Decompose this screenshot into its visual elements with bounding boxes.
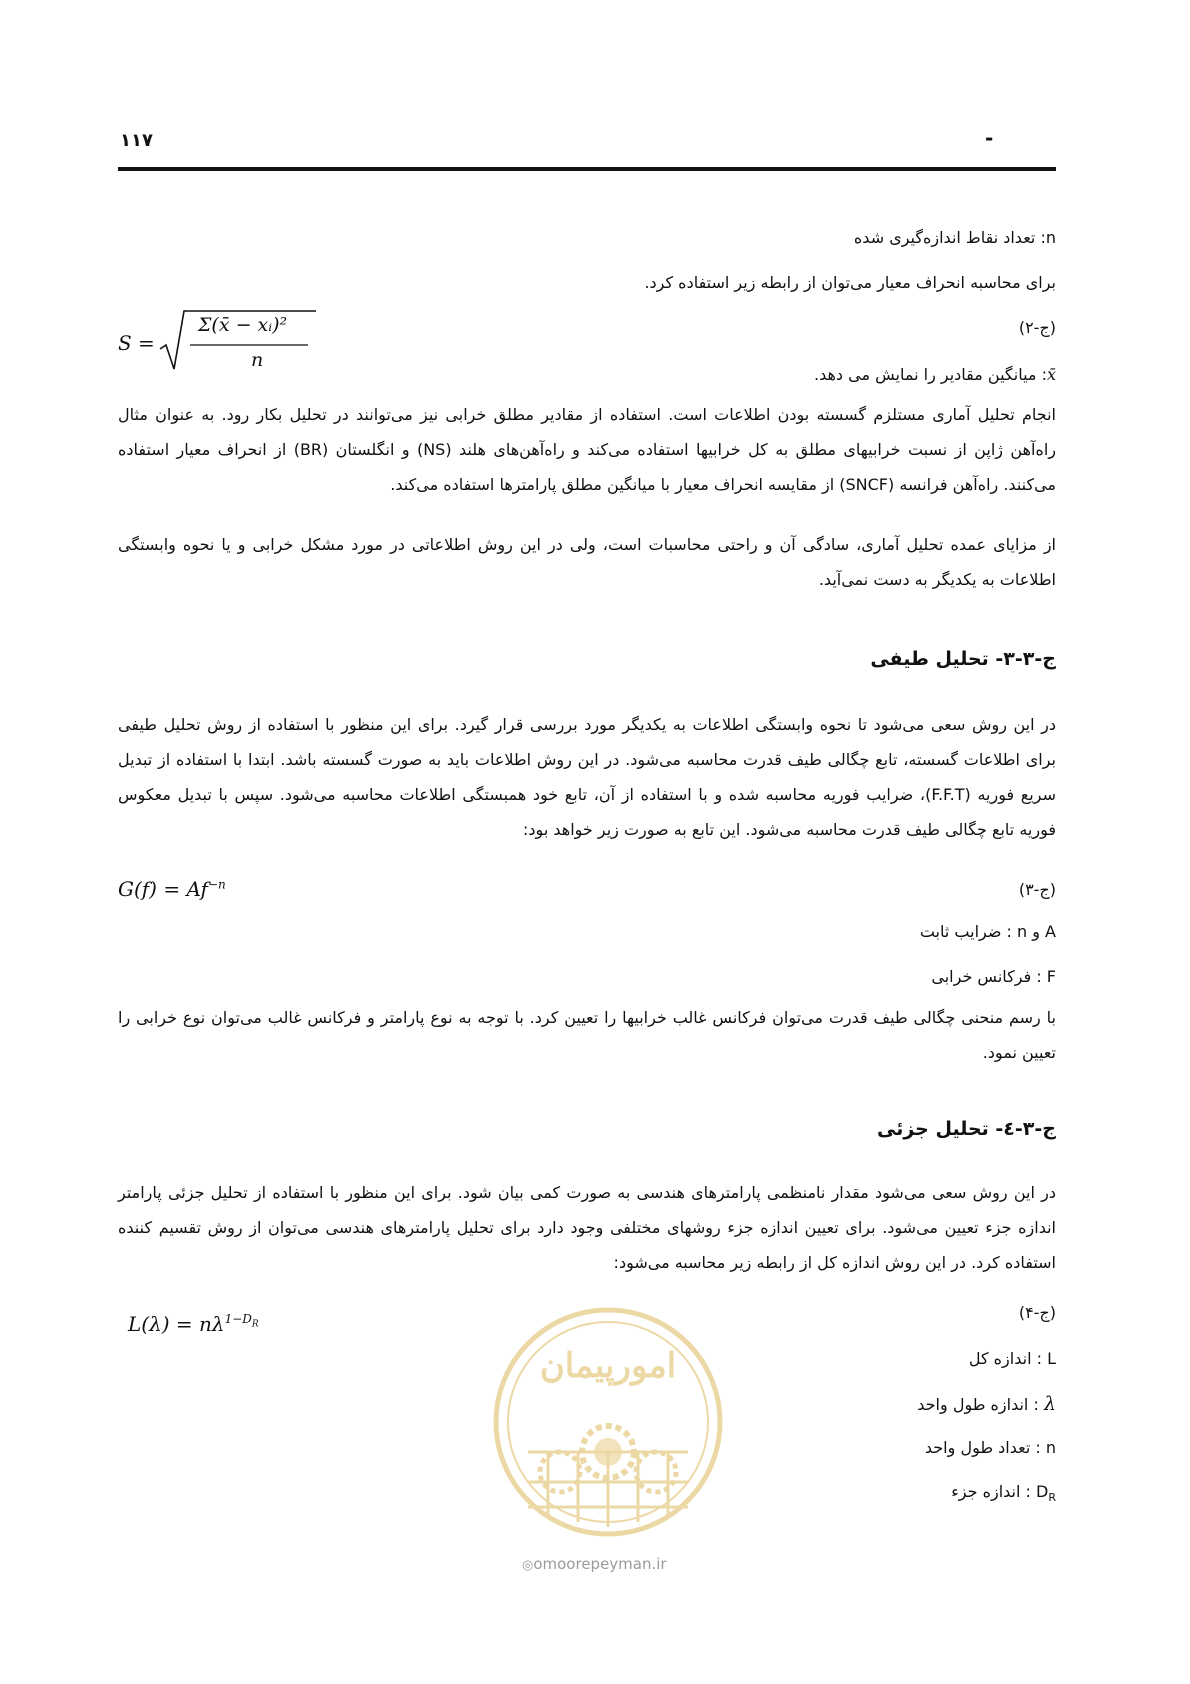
paragraph-spectral-result: با رسم منحنی چگالی طیف قدرت می‌توان فرکانس غالب خرابیها را تعیین کرد. با توجه به نوع پارامتر و فرکانس غالب می‌توان نوع خرابی را تعیین نمود.	[118, 1008, 1056, 1062]
equation-3-exponent: −n	[207, 877, 226, 892]
definition-F: F : فرکانس خرابی	[931, 967, 1056, 986]
equation-2-numerator: Σ(x̄ − xᵢ)²	[198, 314, 288, 336]
lambda-symbol: λ	[1043, 1393, 1056, 1415]
watermark-logo	[488, 1302, 728, 1542]
definition-xbar-text: : میانگین مقادیر را نمایش می دهد.	[813, 365, 1047, 384]
page-number: ۱۱۷	[120, 130, 153, 151]
definition-DR-text: : اندازه جزء	[951, 1482, 1037, 1501]
equation-3-body: G(f) = Af	[118, 877, 208, 901]
definition-lambda	[917, 1393, 1056, 1415]
definition-xbar	[814, 365, 1056, 384]
paragraph-statistical-analysis: انجام تحلیل آماری مستلزم گسسته بودن اطلاعات است. استفاده از مقادیر مطلق خرابی نیز می‌توانند در تحلیل بکار رود. به عنوان مثال راه‌آهن ژاپن از نسبت خرابیهای مطلق به کل خرابیها استفاده می‌کند و راه‌آهن‌های هلند (NS) و انگلستان (BR) از انحراف معیار استفاده می‌کنند. راه‌آهن فرانسه (SNCF) از مقایسه انحراف معیار با میانگین مطلق پارامترها استفاده می‌کند.	[118, 405, 1056, 494]
std-intro-text: برای محاسبه انحراف معیار می‌توان از رابطه زیر استفاده کرد.	[644, 273, 1056, 292]
paragraph-fractal-method: در این روش سعی می‌شود مقدار نامنظمی پارامترهای هندسی به صورت کمی بیان شود. برای این منظور با استفاده از تحلیل جزئی پارامتر اندازه جزء تعیین می‌شود. برای تعیین اندازه جزء روشهای مختلفی وجود دارد برای تحلیل پارامترهای هندسی می‌توان از روش تقسیم کننده استفاده کرد. در این روش اندازه کل از رابطه زیر محاسبه می‌شود:	[118, 1183, 1056, 1272]
header-rule	[118, 167, 1056, 171]
xbar-symbol: x̄	[1046, 365, 1056, 384]
equation-4-body: L(λ) = nλ	[128, 1312, 225, 1336]
equation-4	[128, 1312, 259, 1336]
equation-3	[118, 877, 226, 901]
section-heading-fractal-analysis: ج-۳-٤- تحلیل جزئی	[877, 1118, 1056, 1140]
equation-4-label: (ج-۴)	[1018, 1303, 1056, 1322]
watermark-logo-text: امورپیمان	[539, 1346, 677, 1386]
watermark-site-text: omoorepeyman.ir	[533, 1555, 667, 1573]
equation-2	[118, 305, 288, 375]
definition-DR	[951, 1482, 1056, 1504]
equation-4-exponent: 1−DR	[224, 1312, 259, 1330]
watermark-site	[522, 1555, 667, 1573]
equation-2-label: (ج-۲)	[1018, 318, 1056, 337]
paragraph-advantages: از مزایای عمده تحلیل آماری، سادگی آن و راحتی محاسبات است، ولی در این روش اطلاعاتی در مورد مشکل خرابی و یا نحوه وابستگی اطلاعات به یکدیگر به دست نمی‌آید.	[118, 535, 1056, 589]
watermark-site-icon: ◎	[522, 1558, 534, 1573]
equation-3-label: (ج-۳)	[1018, 880, 1056, 899]
definition-n-units: n : تعداد طول واحد	[924, 1438, 1056, 1457]
header-mark: -	[985, 126, 994, 150]
equation-2-denominator: n	[251, 349, 264, 371]
definition-lambda-text: : اندازه طول واحد	[917, 1395, 1039, 1414]
watermark-emblem-icon	[488, 1302, 728, 1542]
definition-L: L : اندازه کل	[968, 1349, 1056, 1368]
definition-A-n: A و n : ضرایب ثابت	[919, 922, 1056, 941]
equation-2-lhs: S =	[118, 331, 155, 355]
DR-subscript: R	[1048, 1491, 1056, 1505]
section-heading-spectral-analysis: ج-۳-۳- تحلیل طیفی	[870, 648, 1056, 670]
definition-n: n: تعداد نقاط اندازه‌گیری شده	[853, 228, 1056, 247]
paragraph-spectral-method: در این روش سعی می‌شود تا نحوه وابستگی اطلاعات به یکدیگر مورد بررسی قرار گیرد. برای این منظور با استفاده از روش تحلیل طیفی برای اطلاعات گسسته، تابع چگالی طیف قدرت محاسبه می‌شود. در این روش اطلاعات باید به صورت گسسته باشد. ابتدا با استفاده از تبدیل سریع فوریه (F.F.T)، ضرایب فوریه محاسبه شده و با استفاده از آن، تابع خود همبستگی اطلاعات محاسبه می‌شود. سپس با تبدیل معکوس فوریه تابع چگالی طیف قدرت محاسبه می‌شود. این تابع به صورت زیر خواهد بود:	[118, 715, 1056, 839]
DR-symbol: D	[1036, 1482, 1049, 1501]
